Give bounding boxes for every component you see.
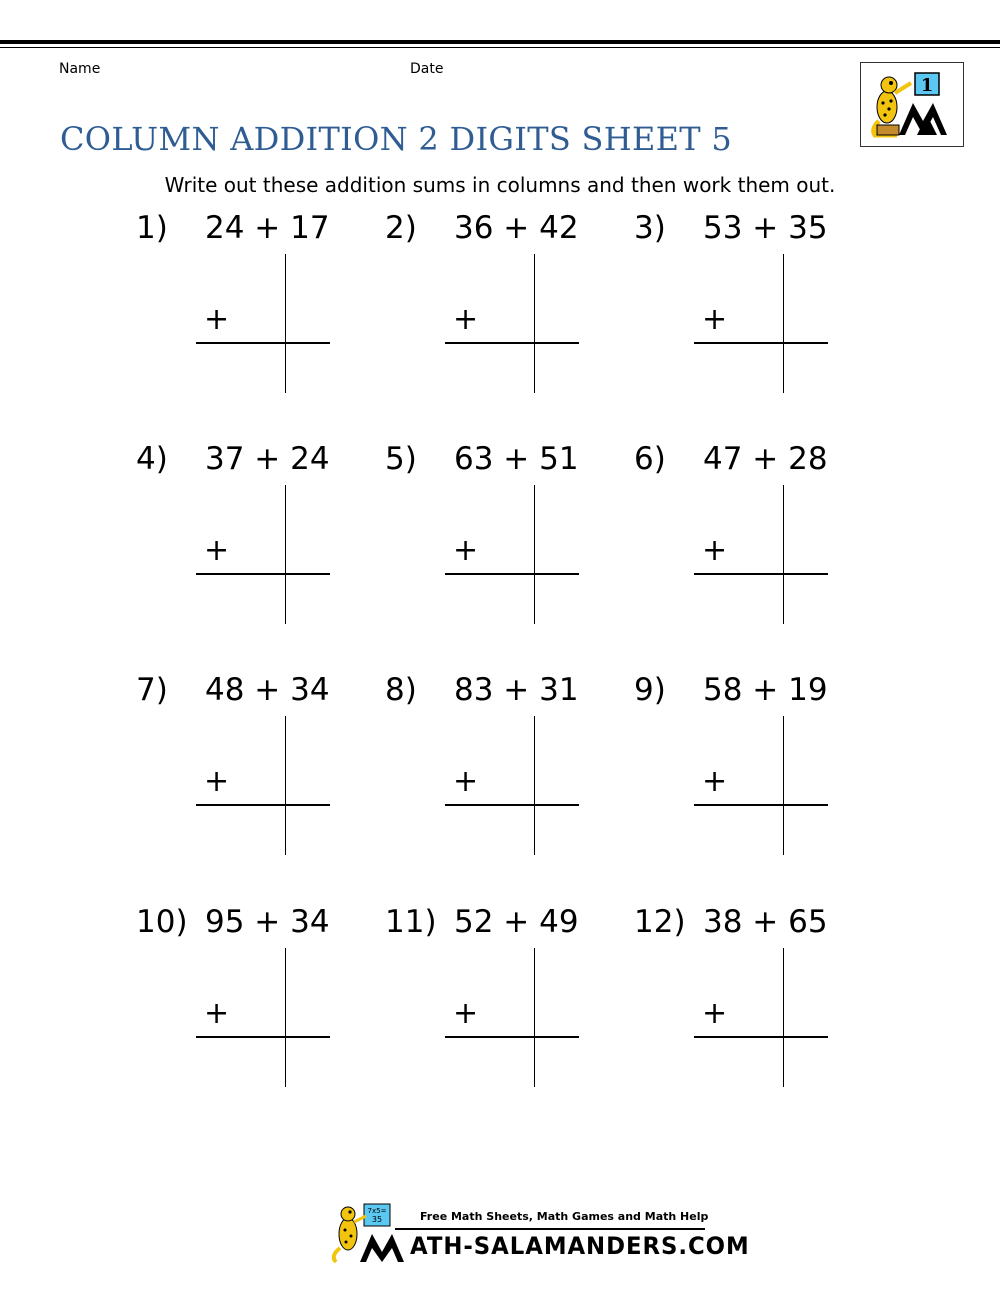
column-divider xyxy=(285,485,286,624)
plus-sign: + xyxy=(702,302,728,337)
salamander-logo-icon xyxy=(861,63,963,146)
problem-number: 3) xyxy=(634,210,666,246)
plus-sign: + xyxy=(453,764,479,799)
answer-line xyxy=(445,804,579,806)
plus-sign: + xyxy=(204,302,230,337)
problem-expression: 95 + 34 xyxy=(205,904,330,940)
column-divider xyxy=(783,716,784,855)
column-divider xyxy=(285,716,286,855)
column-divider xyxy=(534,485,535,624)
plus-sign: + xyxy=(204,533,230,568)
problem-number: 4) xyxy=(136,441,168,477)
top-rule xyxy=(0,40,1000,44)
problem-6 xyxy=(634,439,874,639)
problem-number: 10) xyxy=(136,904,188,940)
problem-expression: 58 + 19 xyxy=(703,672,828,708)
problem-expression: 63 + 51 xyxy=(454,441,579,477)
problem-11 xyxy=(385,902,625,1102)
column-divider xyxy=(534,948,535,1087)
problem-8 xyxy=(385,670,625,870)
column-divider xyxy=(783,485,784,624)
answer-line xyxy=(196,804,330,806)
problem-expression: 36 + 42 xyxy=(454,210,579,246)
footer-salamander-icon xyxy=(320,1200,410,1270)
answer-line xyxy=(196,342,330,344)
answer-line xyxy=(694,804,828,806)
column-divider xyxy=(534,716,535,855)
problem-number: 8) xyxy=(385,672,417,708)
problem-9 xyxy=(634,670,874,870)
problem-number: 6) xyxy=(634,441,666,477)
plus-sign: + xyxy=(702,764,728,799)
problem-number: 1) xyxy=(136,210,168,246)
answer-line xyxy=(196,1036,330,1038)
answer-line xyxy=(694,1036,828,1038)
plus-sign: + xyxy=(702,996,728,1031)
answer-line xyxy=(694,573,828,575)
answer-line xyxy=(196,573,330,575)
plus-sign: + xyxy=(204,764,230,799)
problem-number: 5) xyxy=(385,441,417,477)
footer-badge-top: 7x5= xyxy=(367,1207,387,1215)
problem-expression: 24 + 17 xyxy=(205,210,330,246)
problem-number: 7) xyxy=(136,672,168,708)
problem-expression: 52 + 49 xyxy=(454,904,579,940)
problem-number: 12) xyxy=(634,904,686,940)
problem-10 xyxy=(136,902,376,1102)
problem-expression: 48 + 34 xyxy=(205,672,330,708)
answer-line xyxy=(445,342,579,344)
problem-number: 11) xyxy=(385,904,437,940)
problem-12 xyxy=(634,902,874,1102)
problem-expression: 83 + 31 xyxy=(454,672,579,708)
logo-badge-text: 1 xyxy=(920,75,934,96)
footer-badge-bottom: 35 xyxy=(371,1215,383,1224)
top-rule-thin xyxy=(0,47,1000,48)
footer-rule xyxy=(395,1228,705,1230)
plus-sign: + xyxy=(204,996,230,1031)
column-divider xyxy=(285,948,286,1087)
plus-sign: + xyxy=(453,996,479,1031)
footer-tagline: Free Math Sheets, Math Games and Math Help xyxy=(420,1210,709,1223)
page-title: COLUMN ADDITION 2 DIGITS SHEET 5 xyxy=(60,120,733,158)
problem-expression: 53 + 35 xyxy=(703,210,828,246)
answer-line xyxy=(445,1036,579,1038)
problem-4 xyxy=(136,439,376,639)
footer-site-name: ATH-SALAMANDERS.COM xyxy=(410,1232,750,1260)
date-label: Date xyxy=(410,61,444,77)
problem-2 xyxy=(385,208,625,408)
name-label: Name xyxy=(59,61,101,77)
problem-expression: 37 + 24 xyxy=(205,441,330,477)
problem-7 xyxy=(136,670,376,870)
plus-sign: + xyxy=(702,533,728,568)
problem-expression: 38 + 65 xyxy=(703,904,828,940)
plus-sign: + xyxy=(453,302,479,337)
plus-sign: + xyxy=(453,533,479,568)
answer-line xyxy=(694,342,828,344)
column-divider xyxy=(534,254,535,393)
problem-number: 9) xyxy=(634,672,666,708)
column-divider xyxy=(783,254,784,393)
problem-3 xyxy=(634,208,874,408)
problem-1 xyxy=(136,208,376,408)
column-divider xyxy=(783,948,784,1087)
instructions: Write out these addition sums in columns and then work them out. xyxy=(164,173,836,197)
footer-branding xyxy=(320,1200,750,1270)
problem-number: 2) xyxy=(385,210,417,246)
problem-expression: 47 + 28 xyxy=(703,441,828,477)
logo xyxy=(860,62,964,147)
column-divider xyxy=(285,254,286,393)
problem-5 xyxy=(385,439,625,639)
answer-line xyxy=(445,573,579,575)
